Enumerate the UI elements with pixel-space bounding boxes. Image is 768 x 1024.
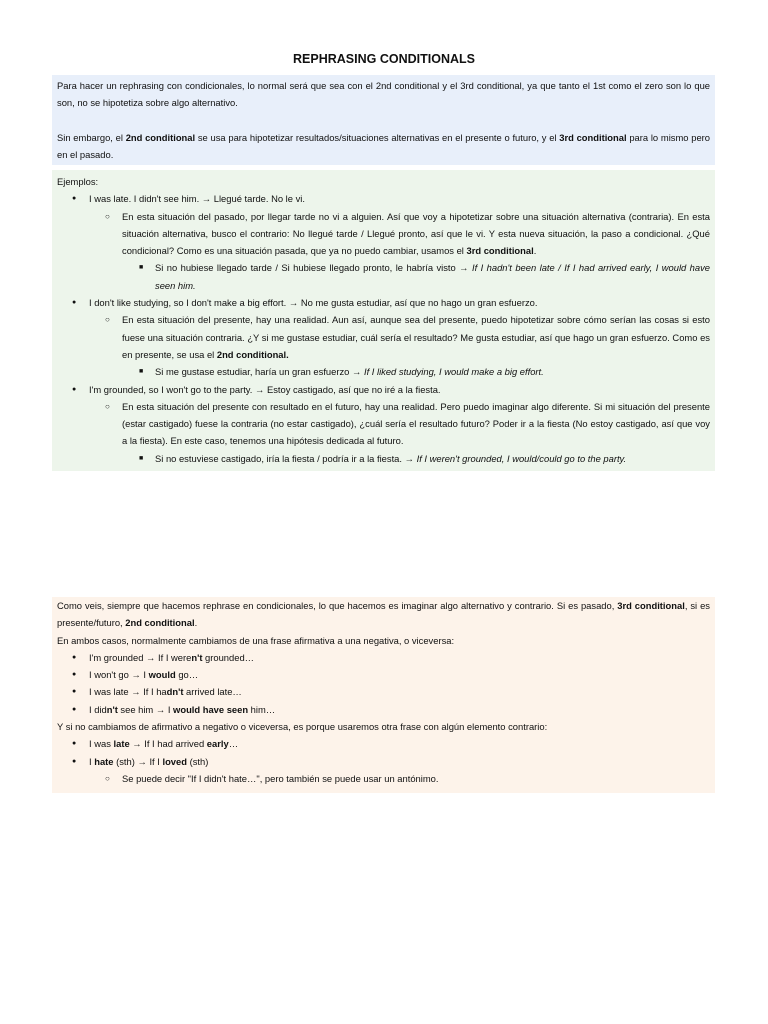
sub-list <box>57 311 710 380</box>
list-item <box>57 311 710 363</box>
text-run: I was late. I didn't see him. → Llegué tarde. No le vi. <box>89 193 305 205</box>
intro-paragraph-2 <box>57 129 710 164</box>
sub-list <box>57 363 710 380</box>
italic-text: If I weren't grounded, I would/could go to the party. <box>416 452 627 464</box>
list-item <box>57 259 710 294</box>
examples-heading: Ejemplos: <box>57 176 99 187</box>
sub-list <box>57 259 710 294</box>
text-run: En esta situación del pasado, por llegar tarde no vi a alguien. Así que voy a hipotetizar sobre una situación alternativa (contraria). En esta situación alternativa, busco el contrario: No llegué tarde / Llegué pronto, así que le vi. Y esta nueva situación, la paso a condicional. ¿Qué condicional? Como es una situación pasada, que ya no puedo cambiar, usamos el <box>122 210 710 257</box>
negation-examples-list <box>57 649 710 718</box>
text-run: I was <box>89 738 114 750</box>
text-run: → If I had arrived <box>129 738 207 750</box>
bold-text: early <box>206 738 229 750</box>
list-item <box>57 735 710 752</box>
text-run: . <box>533 245 537 257</box>
bold-text: 2nd conditional <box>125 131 196 143</box>
text-run: him… <box>248 703 276 715</box>
italic-text: If I hadn't been late / If I had arrived early, I would have seen him. <box>155 262 710 291</box>
text-run: para lo mismo pero en el pasado. <box>57 131 710 160</box>
text-run: Como veis, siempre que hacemos rephrase en condicionales, lo que hacemos es imaginar algo alternativo y contrario. Si es pasado, <box>57 600 618 611</box>
text-run: Sin embargo, el <box>57 131 126 143</box>
text-run: I was late → If I ha <box>89 686 167 698</box>
list-item <box>57 683 710 700</box>
list-item <box>57 294 710 311</box>
text-run: Si no hubiese llegado tarde / Si hubiese llegado pronto, le habría visto → <box>155 262 472 274</box>
text-run: Si me gustase estudiar, haría un gran esfuerzo → <box>155 366 364 378</box>
bold-text: would have seen <box>173 703 249 715</box>
bold-text: would <box>148 669 176 681</box>
bold-text: 2nd conditional. <box>216 348 289 360</box>
sub-list <box>57 208 710 294</box>
list-item <box>57 753 710 770</box>
text-run: I'm grounded, so I won't go to the party. → Estoy castigado, así que no iré a la fiesta. <box>89 383 441 395</box>
examples-section <box>52 170 715 471</box>
list-item <box>57 666 710 683</box>
list-item <box>57 398 710 450</box>
list-item <box>57 649 710 666</box>
bold-text: late <box>113 738 130 750</box>
sub-list <box>57 398 710 467</box>
text-run: , si es presente/futuro, <box>57 600 710 629</box>
bold-text: loved <box>162 755 187 767</box>
text-run: I <box>89 755 95 767</box>
summary-section <box>52 597 715 793</box>
bold-text: n't <box>106 703 118 715</box>
sub-list <box>57 450 710 467</box>
text-run: . <box>194 617 198 629</box>
text-run: I did <box>89 703 107 715</box>
text-run: grounded… <box>202 651 255 663</box>
list-item <box>57 208 710 260</box>
bold-text: n't <box>191 651 203 663</box>
bold-text: 3rd conditional <box>617 600 685 611</box>
antonym-examples-list <box>57 735 710 787</box>
summary-paragraph-3: Y si no cambiamos de afirmativo a negativo o viceversa, es porque usaremos otra frase con algún elemento contrario: <box>57 721 548 733</box>
text-run: Se puede decir "If I didn't hate…", pero también se puede usar un antónimo. <box>122 772 439 784</box>
bold-text: hate <box>94 755 114 767</box>
list-item <box>57 381 710 398</box>
examples-list <box>57 190 710 467</box>
intro-section <box>52 75 715 165</box>
summary-paragraph-1 <box>57 597 710 632</box>
list-item <box>57 770 710 787</box>
text-run: (sth) <box>186 755 209 767</box>
text-run: I don't like studying, so I don't make a big effort. → No me gusta estudiar, así que no hago un gran esfuerzo. <box>89 297 538 309</box>
bold-text: 3rd conditional <box>466 245 534 257</box>
italic-text: If I liked studying, I would make a big effort. <box>363 366 544 378</box>
text-run: … <box>228 738 239 750</box>
list-item <box>57 363 710 380</box>
text-run: Si no estuviese castigado, iría la fiesta / podría ir a la fiesta. → <box>155 452 417 464</box>
text-run: En esta situación del presente con resultado en el futuro, hay una realidad. Pero puedo imaginar algo diferente. Si mi situación del presente (estar castigado) fuese la contraria (no estar castigado), ¿cuál sería el resultado futuro? Poder ir a la fiesta (No estoy castigado, así que voy a la fiesta). En este caso, tenemos una hipótesis dedicada al futuro. <box>122 400 710 447</box>
text-run: I'm grounded → If I were <box>89 651 192 663</box>
sub-list <box>57 770 710 787</box>
page-title: REPHRASING CONDITIONALS <box>293 52 475 66</box>
list-item <box>57 450 710 467</box>
text-run: go… <box>175 669 199 681</box>
spacer <box>57 112 710 129</box>
list-item <box>57 701 710 718</box>
text-run: I won't go → I <box>89 669 149 681</box>
text-run: En esta situación del presente, hay una realidad. Aun así, aunque sea del presente, puedo hipotetizar sobre cómo serían las cosas si esto fuese una situación contraria. ¿Y si me gustase estudiar, cuál sería el resultado? Me gusta estudiar, así que hago un gran esfuerzo. Como es en presente, se usa el <box>122 314 710 360</box>
text-run: se usa para hipotetizar resultados/situaciones alternativas en el presente o futuro, y el <box>195 131 560 143</box>
list-item <box>57 190 710 207</box>
bold-text: 3rd conditional <box>559 131 627 143</box>
bold-text: dn't <box>166 686 184 698</box>
intro-paragraph-1: Para hacer un rephrasing con condicionales, lo normal será que sea con el 2nd conditional y el 3rd conditional, ya que tanto el 1st como el zero son lo que son, no se hipotetiza sobre algo alternativo. <box>57 80 710 109</box>
text-run: see him → I <box>117 703 174 715</box>
text-run: (sth) → If I <box>113 755 163 767</box>
text-run: arrived late… <box>183 686 242 698</box>
bold-text: 2nd conditional <box>125 617 195 629</box>
summary-paragraph-2: En ambos casos, normalmente cambiamos de una frase afirmativa a una negativa, o viceversa: <box>57 634 455 646</box>
